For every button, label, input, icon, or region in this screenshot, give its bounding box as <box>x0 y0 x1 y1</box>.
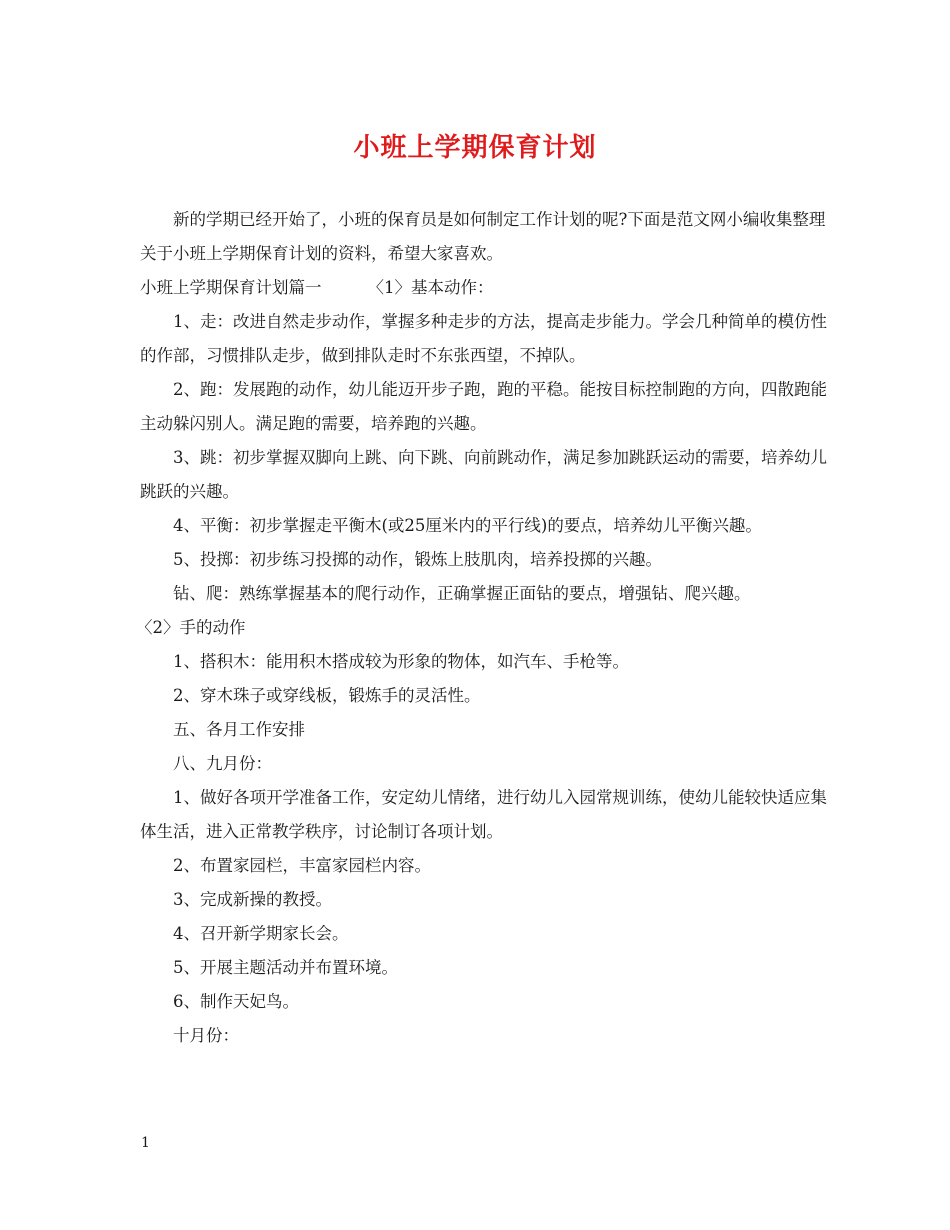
paragraph-walking: 1、走：改进自然走步动作，掌握多种走步的方法，提高走步能力。学会几种简单的模仿性的作部，习惯排队走步，做到排队走时不东张西望，不掉队。 <box>140 312 827 365</box>
page-title: 小班上学期保育计划 <box>353 133 597 163</box>
paragraph-throwing: 5、投掷：初步练习投掷的动作，锻炼上肢肌肉，培养投掷的兴趣。 <box>173 550 662 569</box>
list-item: 3、完成新操的教授。 <box>173 890 332 909</box>
month-heading-aug-sep: 八、九月份： <box>173 754 272 773</box>
month-heading-october: 十月份： <box>173 1026 239 1045</box>
paragraph-crawling: 钻、爬：熟练掌握基本的爬行动作，正确掌握正面钻的要点，增强钻、爬兴趣。 <box>173 584 751 603</box>
paragraph-threading-beads: 2、穿木珠子或穿线板，锻炼手的灵活性。 <box>173 686 481 705</box>
paragraph-running: 2、跑：发展跑的动作，幼儿能迈开步子跑，跑的平稳。能按目标控制跑的方向，四散跑能主动躲闪别人。满足跑的需要，培养跑的兴趣。 <box>140 380 827 433</box>
document-body <box>136 203 830 1053</box>
subsection-heading-hand-movements: 〈2〉手的动作 <box>136 618 246 637</box>
paragraph-balance: 4、平衡：初步掌握走平衡木(或25厘米内的平行线)的要点，培养幼儿平衡兴趣。 <box>173 516 762 535</box>
section-heading-line <box>140 271 830 305</box>
paragraph-jumping: 3、跳：初步掌握双脚向上跳、向下跳、向前跳动作，满足参加跳跃运动的需要，培养幼儿跳跃的兴趣。 <box>140 448 827 501</box>
list-item: 5、开展主题活动并布置环境。 <box>173 958 398 977</box>
list-item: 1、做好各项开学准备工作，安定幼儿情绪，进行幼儿入园常规训练，使幼儿能较快适应集体生活，进入正常教学秩序，讨论制订各项计划。 <box>140 788 827 841</box>
paragraph-building-blocks: 1、搭积木：能用积木搭成较为形象的物体，如汽车、手枪等。 <box>173 652 629 671</box>
list-item: 2、布置家园栏，丰富家园栏内容。 <box>173 856 431 875</box>
list-item: 6、制作天妃鸟。 <box>173 992 299 1011</box>
section-heading: 小班上学期保育计划篇一 <box>140 278 322 297</box>
section-heading-monthly-plan: 五、各月工作安排 <box>173 720 305 739</box>
list-item: 4、召开新学期家长会。 <box>173 924 349 943</box>
page-number: 1 <box>141 1135 150 1151</box>
subsection-heading-basic-movements: 〈1〉基本动作： <box>367 278 494 297</box>
intro-paragraph: 新的学期已经开始了，小班的保育员是如何制定工作计划的呢?下面是范文网小编收集整理关于小班上学期保育计划的资料，希望大家喜欢。 <box>140 210 826 263</box>
